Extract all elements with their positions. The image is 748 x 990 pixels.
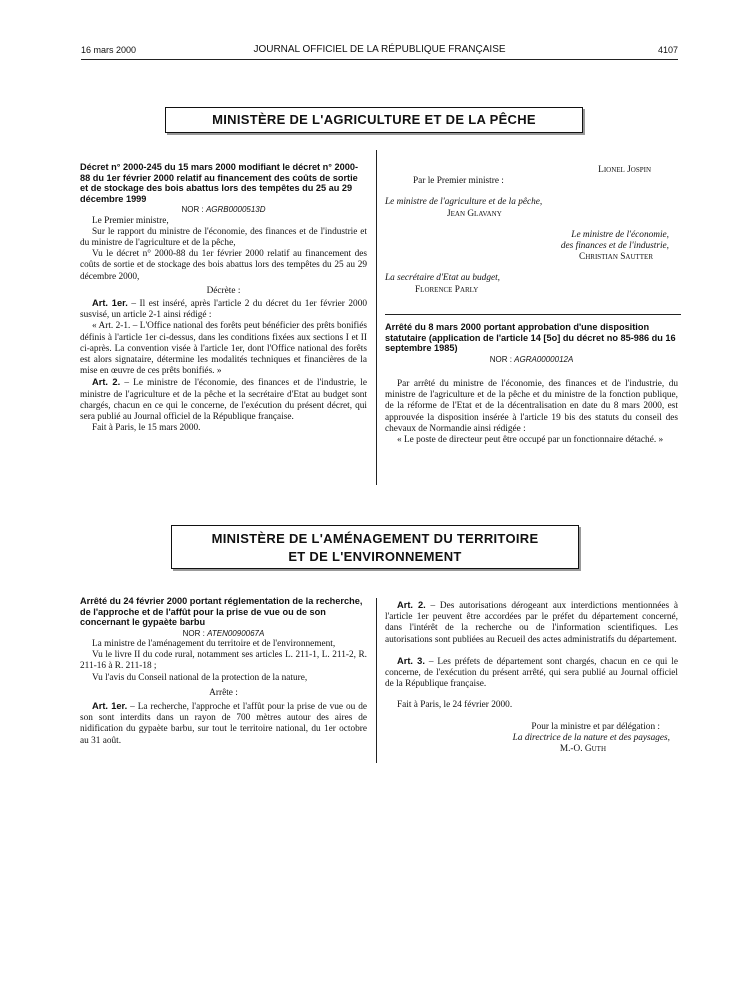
- art-text: – Il est inséré, après l'article 2 du décret du 1er février 2000 susvisé, un article 2-1 ainsi rédigé :: [80, 299, 367, 321]
- art-text: – La recherche, l'approche et l'affût pour la prise de vue ou de son sont interdits dans un rayon de 700 mètres autour des aires de nidification du gypaète barbu, sur tout le territoire national, du 1er octobre au 31 août.: [80, 702, 367, 746]
- decret-p3: Vu le décret n° 2000-88 du 1er février 2000 relatif au financement des coûts de sortie et de stockage des bois abattus lors des tempêtes du 25 au 29 décembre 2000,: [80, 249, 367, 282]
- decret-title: Décret n° 2000-245 du 15 mars 2000 modifiant le décret n° 2000-88 du 1er février 2000 relatif au financement des coûts de sortie et de stockage des bois abattus lors des tempêtes du 25 au 29 décembre 1999: [80, 162, 358, 204]
- decret-art1: [80, 298, 367, 321]
- arrete2-art3: [385, 656, 678, 691]
- decret-art21: « Art. 2-1. – L'Office national des forêts peut bénéficier des prêts bonifiés définis à l'article 1er ci-dessus, dans les conditions fixées aux sections I et II ci-après. La convention visée à l'article 1er, dont l'Office national des forêts est alors signataire, détermine les modalités techniques et financières de la mise en œuvre de ces prêts bonifiés. »: [80, 321, 367, 377]
- nor-code: ATEN0090067A: [207, 628, 265, 638]
- art-label: Art. 1er.: [92, 701, 128, 711]
- ministry-environment-heading: [171, 525, 579, 569]
- art-label: Art. 2.: [92, 377, 121, 388]
- arrete2-arrete: Arrête :: [209, 687, 238, 698]
- sig-m-agri: Le ministre de l'agriculture et de la pêche,: [385, 197, 543, 208]
- journal-title: JOURNAL OFFICIEL DE LA RÉPUBLIQUE FRANÇAISE: [253, 44, 506, 55]
- ministry2-line2: ET DE L'ENVIRONNEMENT: [288, 549, 462, 564]
- sig-sautter: Christian Sautter: [579, 252, 653, 263]
- decret-nor: [80, 204, 367, 215]
- art-text: – Le ministre de l'économie, des finances et de l'industrie, le ministre de l'agriculture et de la pêche et la secrétaire d'Etat au budget sont chargés, chacun en ce qui le concerne, de l'exécution du présent décret, qui sera publié au Journal officiel de la République française.: [80, 378, 367, 423]
- arrete2-art1: [80, 701, 367, 747]
- arrete2-guth: M.-O. Guth: [559, 744, 606, 755]
- nor-code: AGRA0000012A: [514, 354, 574, 364]
- arrete1-p1: Par arrêté du ministre de l'économie, des finances et de l'industrie, du ministre de l'agriculture et de la pêche et du ministre de la fonction publique, de la réforme de l'Etat et de la décentralisation en date du 8 mars 2000, est approuvée la disposition insérée à l'article 19 bis des statuts du conseil des chevaux de Normandie ainsi rédigée :: [385, 378, 678, 434]
- art-text: – Des autorisations dérogeant aux interdictions mentionnées à l'article 1er peuvent être accordées par le préfet du département concerné, dans l'intérêt de la recherche ou de l'information scientifiques. Les autorisations sont publiées au Recueil des actes administratifs du département.: [385, 601, 678, 645]
- header-rule: [81, 59, 678, 60]
- ministry2-line1: MINISTÈRE DE L'AMÉNAGEMENT DU TERRITOIRE: [211, 531, 539, 546]
- arrete2-nor: [80, 628, 367, 639]
- art-label: Art. 1er.: [92, 298, 128, 308]
- section-rule: [385, 314, 681, 315]
- art-text: – Les préfets de département sont chargés, chacun en ce qui le concerne, de l'exécution du présent arrêté, qui sera publié au Journal officiel de la République française.: [385, 656, 678, 690]
- decret-fait: Fait à Paris, le 15 mars 2000.: [92, 423, 201, 434]
- page-number: 4107: [657, 45, 678, 55]
- decret-art2: [80, 377, 367, 423]
- arrete2-title: Arrêté du 24 février 2000 portant réglementation de la recherche, de l'approche et de l'affût pour la prise de vue ou de son concernant le gypaète barbu: [80, 596, 363, 628]
- nor-label: NOR :: [182, 628, 205, 638]
- column-divider: [376, 150, 377, 485]
- header-date: 16 mars 2000: [81, 45, 137, 55]
- nor-code: AGRB0000513D: [205, 205, 266, 215]
- arrete2-pour: Pour la ministre et par délégation :: [531, 721, 660, 732]
- arrete2-directrice: La directrice de la nature et des paysages,: [512, 732, 670, 743]
- decret-p1: Le Premier ministre,: [92, 215, 169, 226]
- arrete2-p1: La ministre de l'aménagement du territoire et de l'environnement,: [92, 638, 336, 649]
- art-label: Art. 3.: [397, 655, 425, 666]
- decret-decrete: Décrète :: [206, 285, 241, 296]
- sig-jospin: Lionel Jospin: [598, 165, 651, 175]
- decret-p2: Sur le rapport du ministre de l'économie, des finances et de l'industrie et du ministre de l'agriculture et de la pêche,: [80, 226, 367, 248]
- sig-m-eco2: des finances et de l'industrie,: [560, 241, 669, 252]
- sig-par: Par le Premier ministre :: [413, 176, 504, 187]
- arrete-8-mars: [385, 322, 678, 446]
- nor-label: NOR :: [489, 354, 512, 364]
- sig-parly: Florence Parly: [415, 284, 479, 295]
- column-divider: [376, 598, 377, 763]
- arrete-24-fevrier: [80, 596, 367, 747]
- ministry-agriculture-heading: MINISTÈRE DE L'AGRICULTURE ET DE LA PÊCHE: [165, 107, 583, 133]
- arrete1-p2: « Le poste de directeur peut être occupé par un fonctionnaire détaché. »: [397, 435, 664, 445]
- sig-m-eco1: Le ministre de l'économie,: [571, 229, 669, 240]
- art-label: Art. 2.: [397, 600, 426, 610]
- sig-glavany: Jean Glavany: [447, 208, 502, 219]
- arrete2-art2: [385, 600, 678, 646]
- arrete2-p2: Vu le livre II du code rural, notamment ses articles L. 211-1, L. 211-2, R. 211-16 à R. 211-18 ;: [80, 650, 367, 672]
- arrete1-title: Arrêté du 8 mars 2000 portant approbation d'une disposition statutaire (application de l'article 14 [5o] du décret no 85-986 du 16 septembre 1985): [385, 322, 676, 354]
- page-header: [81, 43, 678, 57]
- arrete2-p3: Vu l'avis du Conseil national de la protection de la nature,: [92, 672, 308, 683]
- nor-label: NOR :: [181, 205, 204, 215]
- arrete2-fait: Fait à Paris, le 24 février 2000.: [397, 700, 513, 711]
- sig-sec: La secrétaire d'Etat au budget,: [385, 273, 500, 284]
- signatures: [385, 165, 681, 296]
- arrete1-nor: [385, 354, 678, 365]
- decret-section: [80, 162, 367, 434]
- arrete2-continued: [385, 600, 678, 755]
